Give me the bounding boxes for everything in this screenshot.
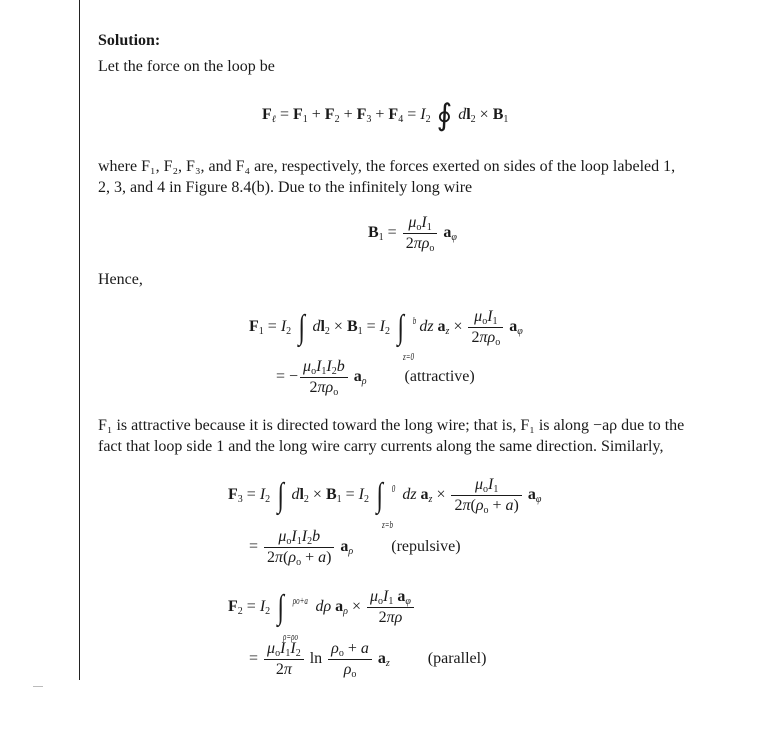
b1-equation: $B_1$ = $\frac{\mu_oI_1}{2\pi\rho_o}$ $a_\varphi$: [368, 214, 457, 254]
f1-lower-limit: z=0: [402, 351, 414, 363]
margin-tick: [33, 686, 43, 687]
f2-equation: $F_2 = I_2$ ∫ ρo+a ρ=ρo dρ $a_\rho$ × $\frac{\mu_oI_1 a_\varphi}{2\pi\rho}$: [228, 588, 416, 627]
hence-text: Hence,: [98, 271, 143, 288]
paragraph-2-line-2: fact that loop side 1 and the long wire carry currents along the same direction. Similarly,: [98, 438, 664, 455]
repulsive-label: (repulsive): [391, 538, 461, 556]
f2-lower-limit: ρ=ρo: [283, 631, 299, 643]
total-force-equation: $F_\ell = F_1 + F_2 + F_3 + F_4 = I_2$ ∮ $dl_2 \times B_1$: [262, 99, 509, 132]
f1-equation: $F_1 = I_2$ ∫ $dl_2 \times B_1 = I_2$ ∫ b z=0 dz $a_z$ × $\frac{\mu_oI_1}{2\pi\rho_o}$ $a_\varphi$: [249, 308, 523, 347]
p1-l1: where F₁, F₂, F₃, and F₄ are, respectively, the forces exerted on sides of the loop labeled 1,: [98, 158, 676, 175]
f2-result: = $\frac{\mu_oI_1I_2}{2\pi}$ ln $\frac{\rho_o + a}{\rho_o}$ $a_z$ (parallel): [249, 640, 487, 680]
paragraph-1-line-1: [98, 157, 675, 177]
attractive-label: (attractive): [404, 368, 475, 386]
f3-lower-limit: z=b: [381, 519, 393, 531]
paragraph-1-line-2: 2, 3, and 4 in Figure 8.4(b). Due to the infinitely long wire: [98, 179, 473, 196]
f3-result: = $\frac{\mu_oI_1I_2b}{2\pi(\rho_o + a)}$ $a_\rho$ (repulsive): [249, 528, 461, 568]
f2-upper-limit: ρo+a: [292, 595, 309, 607]
f3-upper-limit: 0: [391, 483, 396, 495]
intro-text: Let the force on the loop be: [98, 58, 275, 75]
parallel-label: (parallel): [427, 650, 487, 668]
paragraph-2-line-1: F₁ is attractive because it is directed toward the long wire; that is, F₁ is along −aρ due to the: [98, 417, 685, 434]
f3-equation: $F_3 = I_2$ ∫ $dl_2 \times B_1 = I_2$ ∫ 0 z=b dz $a_z$ × $\frac{\mu_oI_1}{2\pi(\rho_o + a)}$ $a_\varphi$: [228, 476, 541, 515]
solution-heading: Solution:: [98, 32, 161, 49]
f1-result: = − $\frac{\mu_oI_1I_2b}{2\pi\rho_o}$ $a_\rho$ (attractive): [276, 358, 475, 398]
f1-upper-limit: b: [412, 315, 417, 327]
margin-rule: [79, 0, 80, 680]
